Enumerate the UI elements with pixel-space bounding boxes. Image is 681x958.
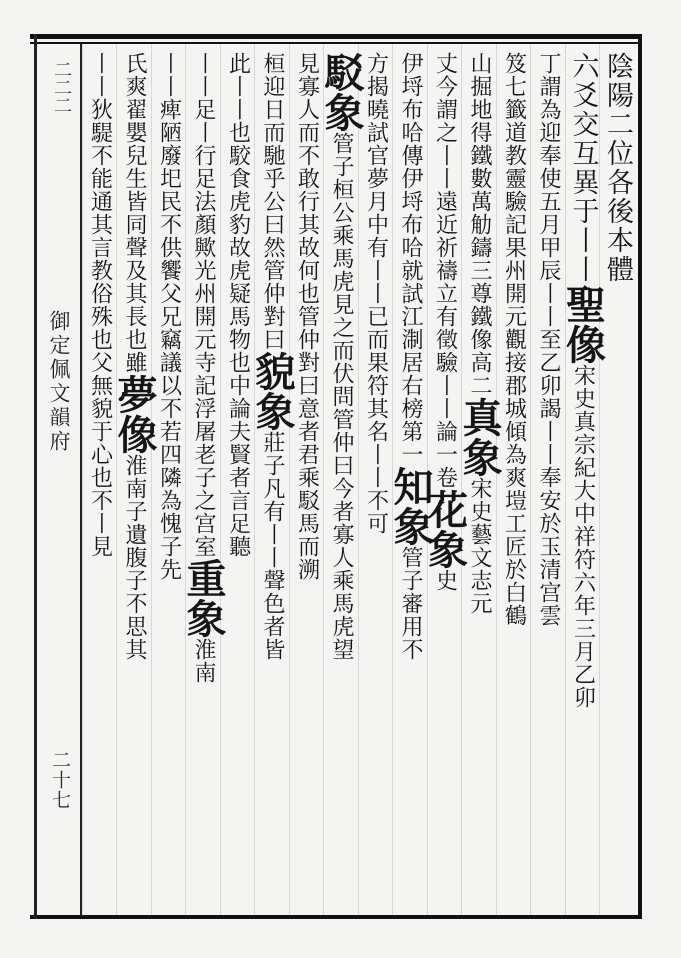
column-text: 丁謂為迎奉使五月甲辰丨丨至乙卯謁丨丨奉安於玉清宫雲	[536, 52, 561, 627]
column-rule	[599, 44, 600, 916]
top-border	[30, 34, 642, 39]
text-column	[531, 52, 566, 912]
column-text: 丨丨論一卷	[432, 374, 458, 489]
column-text: 史	[432, 569, 458, 592]
text-column	[151, 52, 186, 912]
column-rule	[289, 44, 290, 916]
margin-fragment: 二二二	[51, 60, 72, 114]
column-text: 丨丨痺陋廢圯民不供饗父兄竊議以不若四隣為愧	[156, 52, 182, 535]
column-text: 氏爽翟嬰兒生皆同聲及其長也雖	[122, 52, 147, 374]
column-rule	[392, 44, 393, 916]
left-border	[34, 34, 37, 919]
column-text: 桓迎日而馳乎公曰然管仲對曰	[260, 52, 285, 351]
text-column	[387, 52, 434, 912]
heading-term: 駁象	[318, 52, 365, 132]
column-rule	[254, 44, 255, 916]
text-column	[289, 52, 324, 912]
column-rule	[220, 44, 221, 916]
text-column	[559, 52, 607, 912]
column-rule	[461, 44, 462, 916]
column-rule	[496, 44, 497, 916]
text-column	[220, 52, 255, 912]
column-text: 六爻交互異于丨丨	[567, 52, 599, 284]
column-text: 宋史藝文志元	[467, 477, 492, 615]
text-column	[82, 52, 117, 912]
column-text: 子先	[156, 535, 182, 581]
heading-term: 夢像	[111, 374, 158, 454]
column-rule	[565, 44, 566, 916]
column-text: 管子桓公乘馬虎見之而伏問管仲曰今者寡人乘馬虎望	[329, 132, 354, 661]
heading-term: 貌象	[249, 351, 296, 431]
column-text: 見寡人而不敢行其故何也管仲對曰意者君乘駁馬而溯	[294, 52, 320, 581]
text-column	[496, 52, 531, 912]
heading-term: 知象	[387, 466, 434, 546]
column-text: 伊埒布哈傳伊埒布哈就試江淛居右榜第一	[398, 52, 423, 466]
top-border-inner	[30, 42, 642, 44]
text-column	[600, 52, 635, 912]
column-rule	[82, 44, 83, 916]
column-text: 父無貌于心也不丨見	[87, 351, 113, 558]
column-text: 淮南子遺腹子不思其	[122, 454, 147, 661]
column-rule	[427, 44, 428, 916]
text-column	[249, 52, 296, 912]
column-text: 山掘地得鐵數萬觔鑄三尊鐵像高二	[467, 52, 492, 397]
column-text: 宋史真宗紀大中祥符六年三月乙卯	[570, 364, 596, 709]
column-text: 淮南	[191, 638, 216, 684]
column-text: 管子審用不	[398, 546, 423, 661]
column-text: 丈今謂之丨丨遠近祈禱立有徵驗	[432, 52, 458, 374]
column-text: 方揭曉試官夢月中有丨丨已而果符其名	[363, 52, 389, 443]
text-column	[111, 52, 158, 912]
page-number: 二十七	[49, 750, 71, 810]
column-text: 莊子凡有丨丨聲色者皆	[260, 431, 285, 661]
column-rule	[116, 44, 117, 916]
bottom-border	[30, 915, 642, 919]
column-rule	[185, 44, 186, 916]
heading-term: 花象	[421, 489, 469, 569]
heading-term: 聖像	[559, 284, 607, 364]
book-title: 御定佩文韻府	[47, 310, 71, 454]
column-rule	[151, 44, 152, 916]
column-text: 陰陽二位各後本體	[602, 52, 633, 284]
column-text: 物也中論夫賢者言足聽	[225, 328, 251, 558]
text-column	[456, 52, 503, 912]
heading-term: 真象	[456, 397, 503, 477]
column-rule	[530, 44, 531, 916]
heading-term: 重象	[180, 558, 227, 638]
column-text: 笈七籤道教靈驗記果州開元觀接郡城傾為爽塏工匠於白鶴	[501, 52, 527, 627]
column-rule	[358, 44, 359, 916]
column-rule	[323, 44, 324, 916]
column-text: 丨丨足丨行足法顏歟光州開元寺記浮屠老子之宫室	[191, 52, 216, 558]
column-text: 丨丨狄騠不能通其言教俗殊也	[87, 52, 113, 351]
text-column	[358, 52, 393, 912]
right-border	[638, 34, 642, 919]
text-column	[318, 52, 365, 912]
column-text: 丨丨不可	[363, 443, 389, 535]
text-column	[180, 52, 227, 912]
column-text: 此丨丨也駮食虎豹故虎疑馬	[225, 52, 251, 328]
